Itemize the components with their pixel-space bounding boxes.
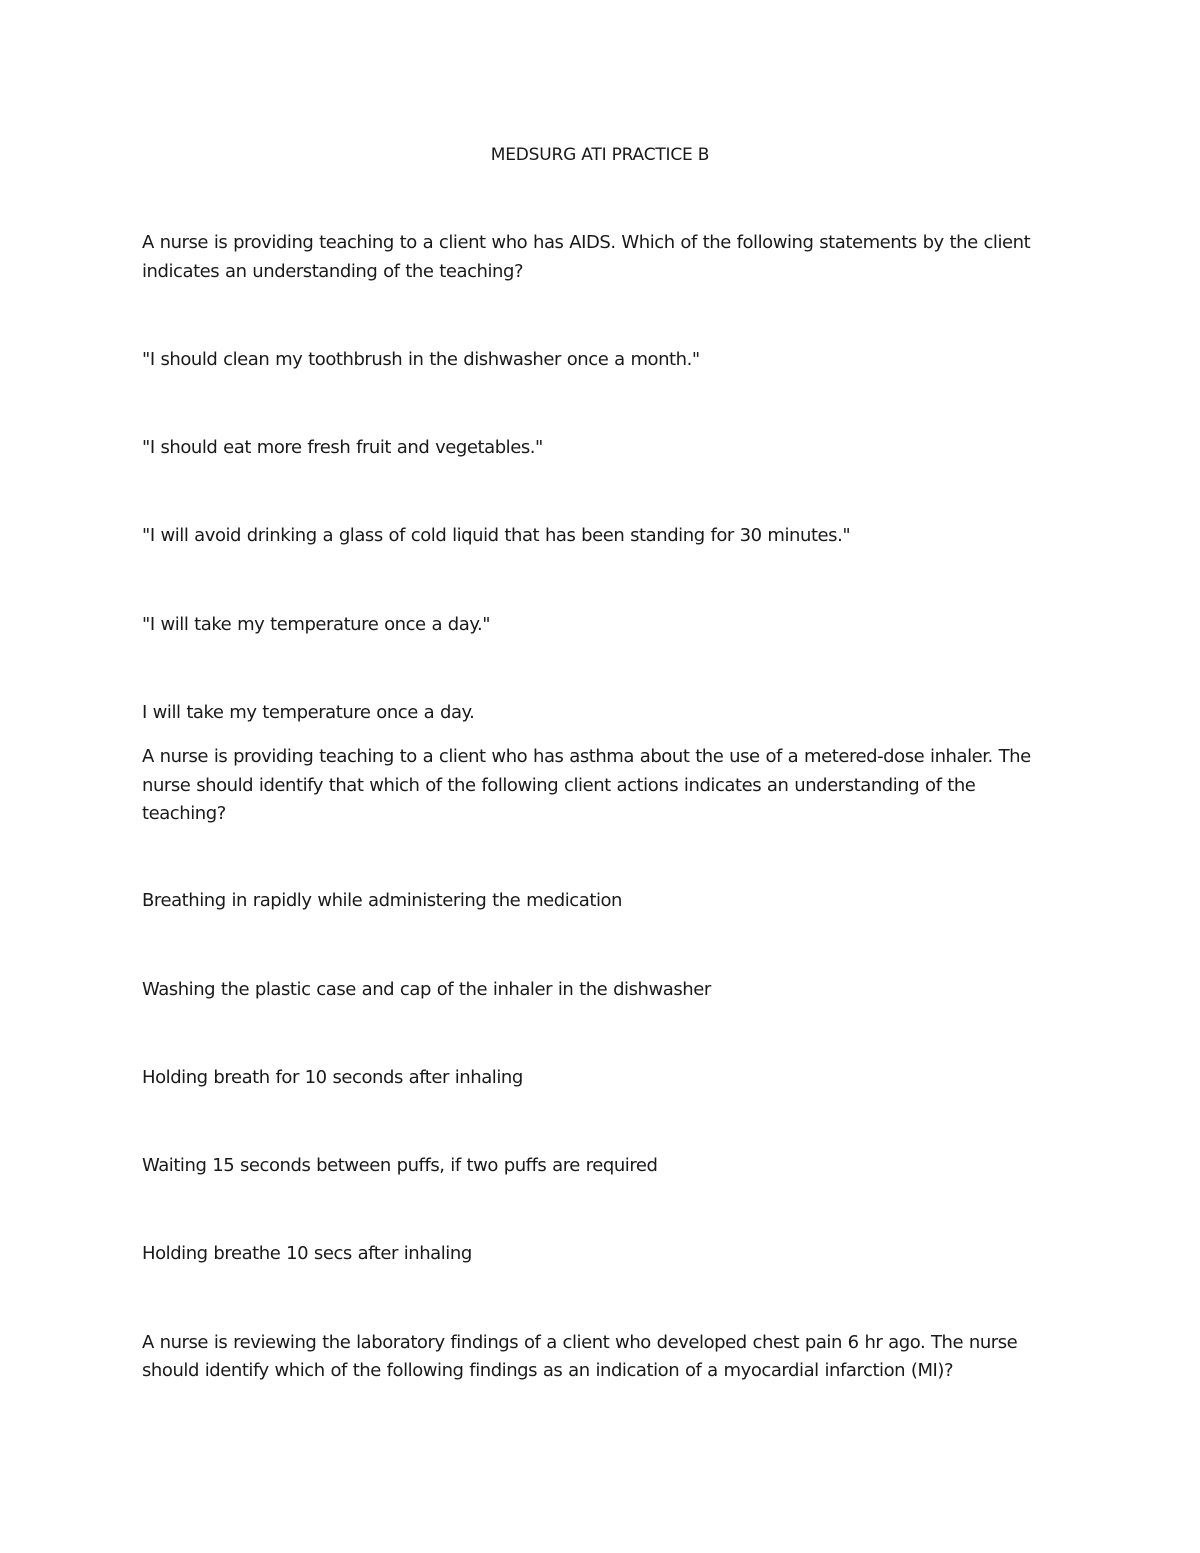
question-3-line-2: should identify which of the following findings as an indication of a myocardial infarction (MI)?	[142, 1360, 954, 1381]
question-2-line-3: teaching?	[142, 803, 226, 824]
question-2-option-1: Breathing in rapidly while administering the medication	[142, 890, 623, 911]
question-1-option-2: "I should eat more fresh fruit and vegetables."	[142, 437, 543, 458]
question-1-option-3: "I will avoid drinking a glass of cold liquid that has been standing for 30 minutes."	[142, 525, 851, 546]
question-2-line-1: A nurse is providing teaching to a client who has asthma about the use of a metered-dose inhaler. The	[142, 746, 1031, 767]
question-2-option-4: Waiting 15 seconds between puffs, if two puffs are required	[142, 1155, 658, 1176]
question-1-option-4: "I will take my temperature once a day."	[142, 614, 491, 635]
question-1-line-2: indicates an understanding of the teaching?	[142, 261, 524, 282]
question-1-option-1: "I should clean my toothbrush in the dishwasher once a month."	[142, 349, 700, 370]
question-3-line-1: A nurse is reviewing the laboratory findings of a client who developed chest pain 6 hr ago. The nurse	[142, 1332, 1018, 1353]
document-title: MEDSURG ATI PRACTICE B	[490, 145, 710, 165]
question-1-line-1: A nurse is providing teaching to a client who has AIDS. Which of the following statements by the client	[142, 232, 1031, 253]
question-2-line-2: nurse should identify that which of the following client actions indicates an understanding of the	[142, 775, 976, 796]
question-2-option-2: Washing the plastic case and cap of the inhaler in the dishwasher	[142, 979, 711, 1000]
question-2-answer: Holding breathe 10 secs after inhaling	[142, 1243, 472, 1264]
question-2-option-3: Holding breath for 10 seconds after inhaling	[142, 1067, 523, 1088]
question-1-answer: I will take my temperature once a day.	[142, 702, 475, 723]
